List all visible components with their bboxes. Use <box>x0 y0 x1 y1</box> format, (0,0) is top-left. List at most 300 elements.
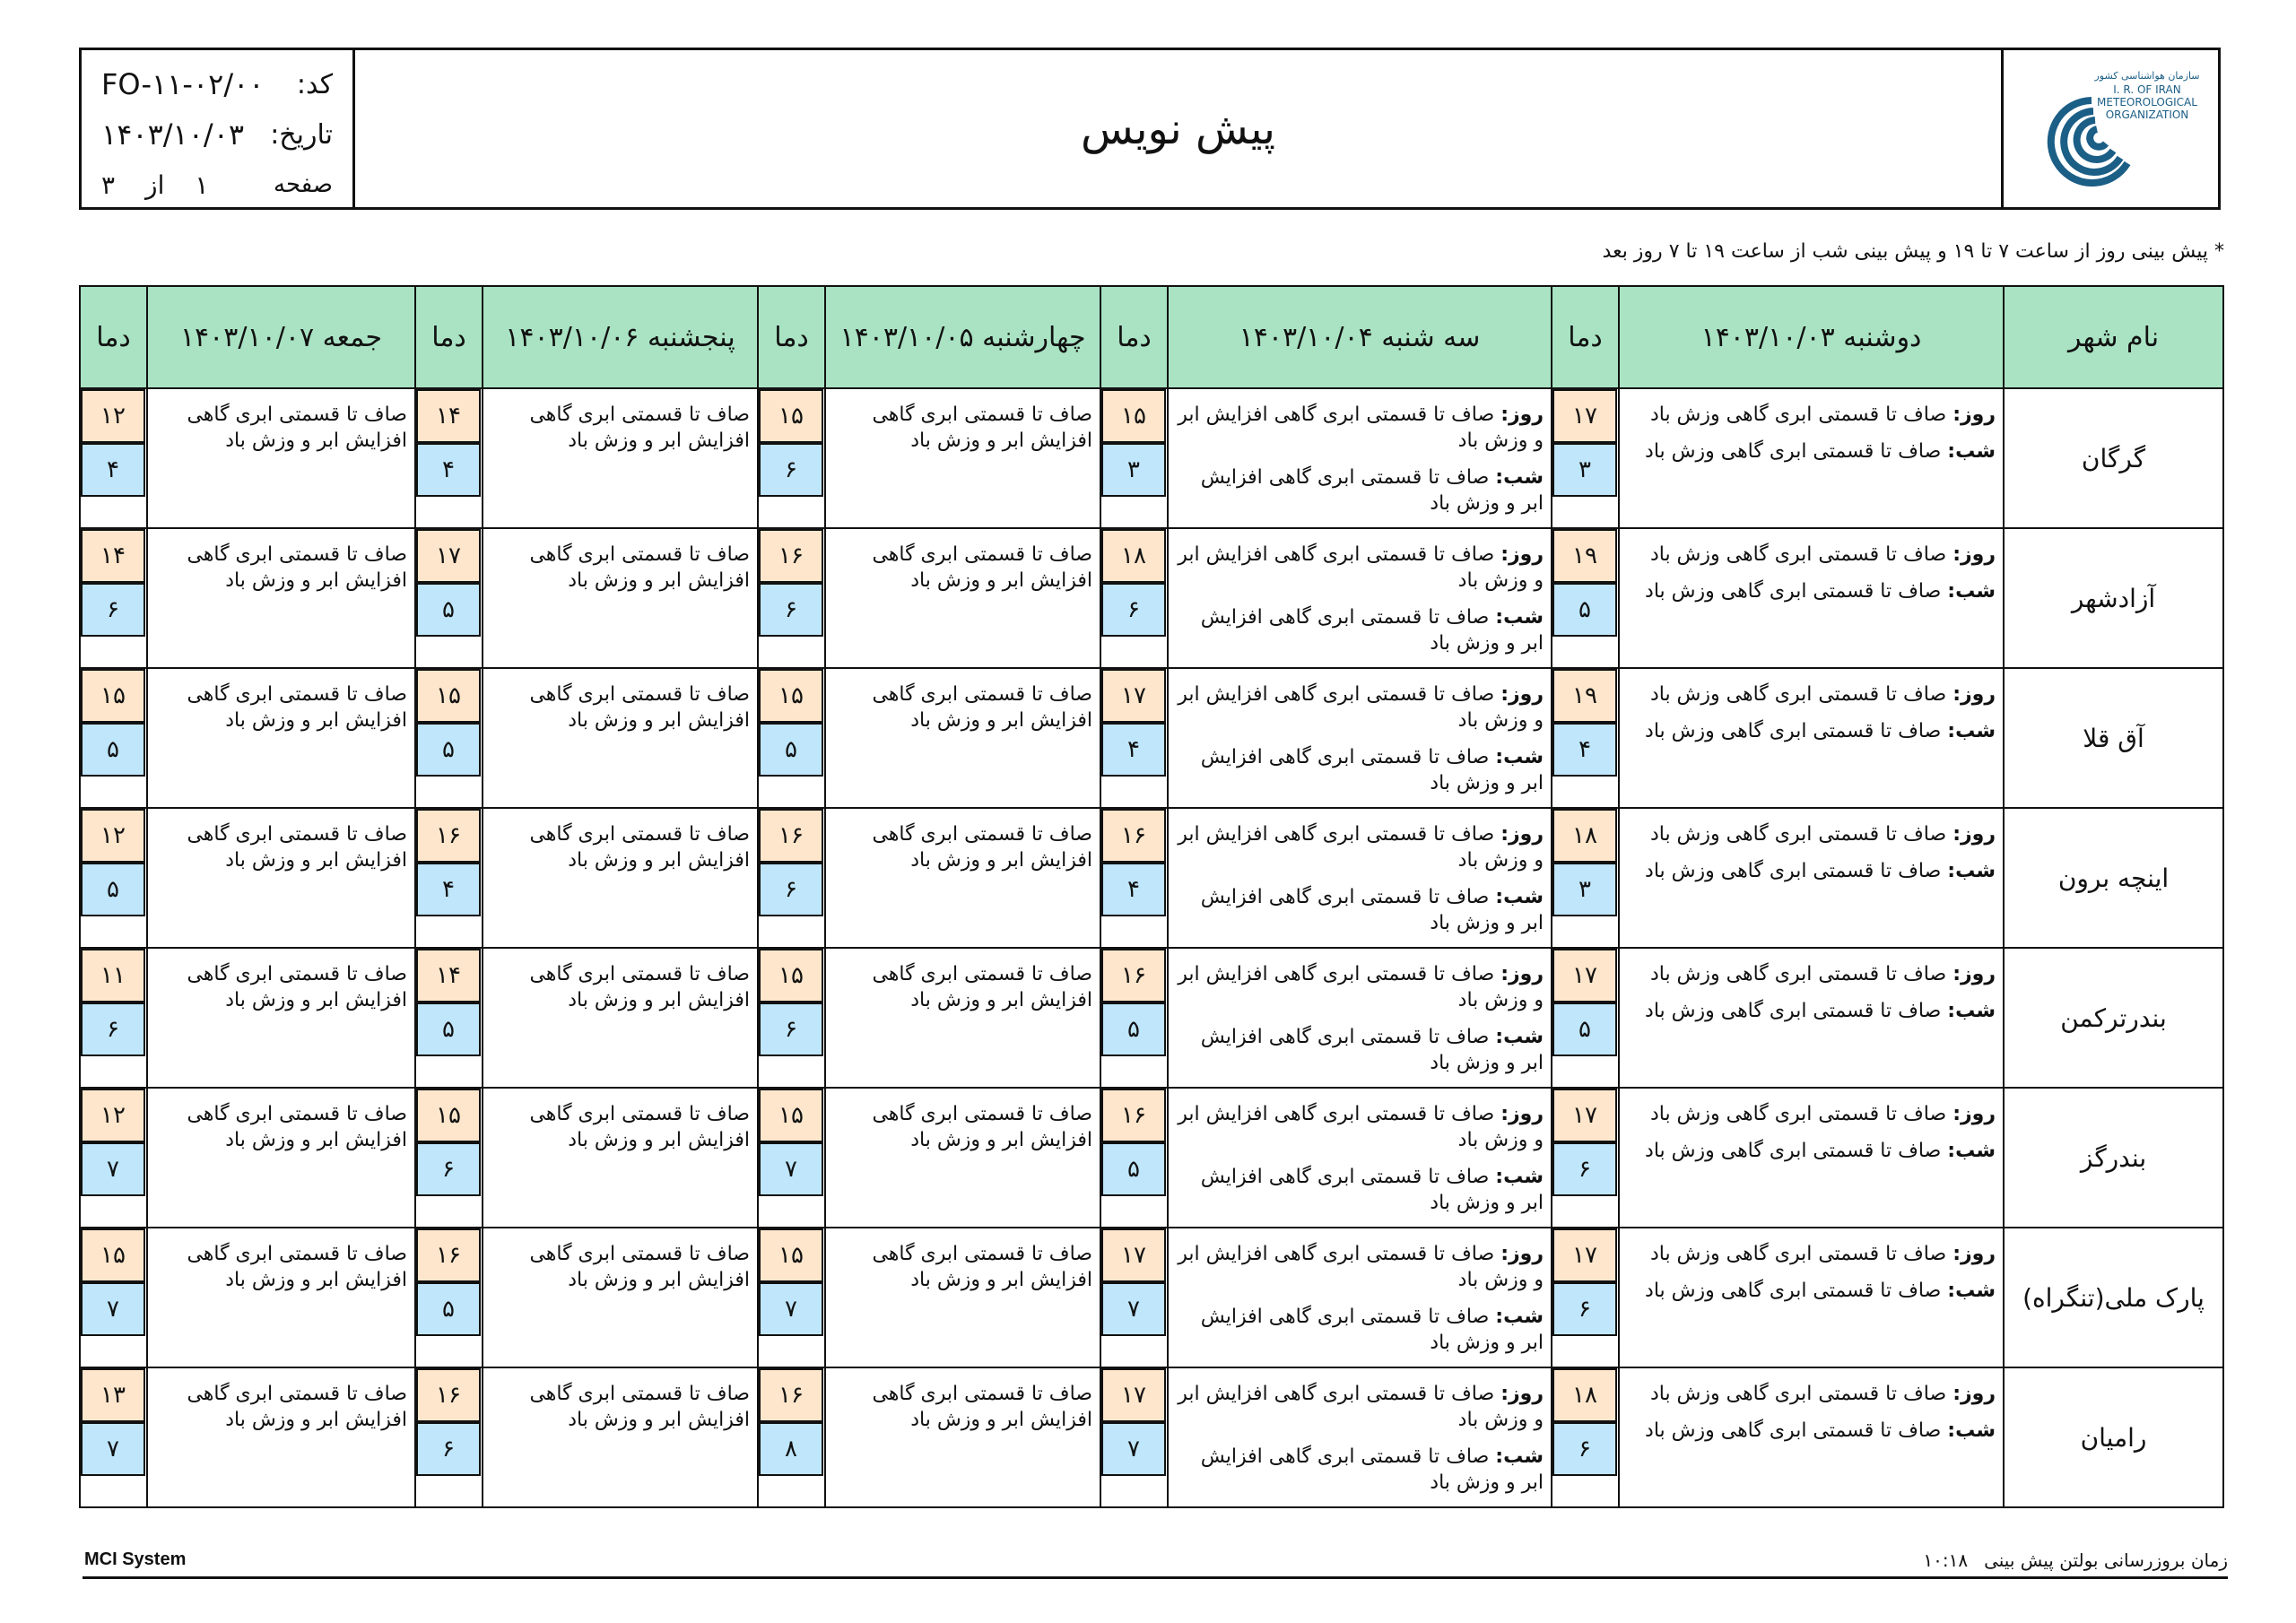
forecast-cell <box>483 948 758 1088</box>
temp-cell <box>758 668 825 808</box>
day-forecast-text: صاف تا قسمتی ابری گاهی وزش باد <box>1649 683 1953 706</box>
night-forecast <box>1176 464 1544 516</box>
document-meta <box>82 50 355 207</box>
temp-cell <box>1100 1367 1168 1507</box>
city-column-header: نام شهر <box>2004 286 2223 388</box>
table-row <box>80 948 2223 1088</box>
night-forecast <box>1627 438 1996 464</box>
meteorological-organization-logo-icon <box>2022 57 2201 201</box>
night-forecast-text: صاف تا قسمتی ابری گاهی افزایش ابر و وزش باد <box>1200 1166 1544 1214</box>
forecast-cell <box>825 1367 1100 1507</box>
forecast-cell <box>1168 1367 1552 1507</box>
min-temp: ۵ <box>416 1002 481 1056</box>
night-forecast-text: صاف تا قسمتی ابری گاهی افزایش ابر و وزش باد <box>1200 886 1544 934</box>
day-forecast <box>1176 402 1544 454</box>
day-label: روز: <box>1500 1243 1544 1265</box>
max-temp: ۱۶ <box>759 1368 823 1422</box>
day-column-header: جمعه ۱۴۰۳/۱۰/۰۷ <box>147 286 415 388</box>
night-label: شب: <box>1947 1419 1996 1442</box>
forecast-cell <box>483 388 758 528</box>
day-label: روز: <box>1952 1383 1996 1405</box>
forecast-text: صاف تا قسمتی ابری گاهی افزایش ابر و وزش باد <box>872 823 1092 872</box>
min-temp: ۵ <box>81 863 145 916</box>
temp-cell <box>758 948 825 1088</box>
night-forecast-text: صاف تا قسمتی ابری گاهی وزش باد <box>1645 1280 1948 1302</box>
night-label: شب: <box>1495 1306 1544 1328</box>
night-label: شب: <box>1495 746 1544 768</box>
forecast-cell <box>1168 668 1552 808</box>
night-forecast <box>1176 1024 1544 1076</box>
temp-cell <box>1552 668 1619 808</box>
forecast-text: صاف تا قسمتی ابری گاهی افزایش ابر و وزش باد <box>872 1103 1092 1151</box>
min-temp: ۵ <box>1101 1002 1166 1056</box>
night-forecast-text: صاف تا قسمتی ابری گاهی افزایش ابر و وزش باد <box>1200 1445 1544 1494</box>
date-value: ۱۴۰۳/۱۰/۰۳ <box>101 117 245 152</box>
forecast-text: صاف تا قسمتی ابری گاهی افزایش ابر و وزش باد <box>872 1383 1092 1431</box>
forecast-cell <box>147 808 415 948</box>
forecast-cell <box>1168 528 1552 668</box>
table-row <box>80 668 2223 808</box>
forecast-cell <box>1619 808 2004 948</box>
night-label: شب: <box>1495 1445 1544 1468</box>
temp-cell <box>758 1228 825 1367</box>
temp-cell <box>1552 528 1619 668</box>
day-forecast <box>1627 681 1996 707</box>
update-label: زمان بروزرسانی بولتن پیش بینی <box>1984 1549 2228 1571</box>
max-temp: ۱۶ <box>1101 809 1166 863</box>
day-forecast-text: صاف تا قسمتی ابری گاهی افزایش ابر و وزش باد <box>1178 1103 1544 1151</box>
forecast-cell <box>1168 388 1552 528</box>
day-label: روز: <box>1500 1383 1544 1405</box>
min-temp: ۶ <box>1552 1422 1617 1476</box>
min-temp: ۳ <box>1552 863 1617 916</box>
day-label: روز: <box>1500 543 1544 566</box>
temp-cell <box>1100 808 1168 948</box>
temp-cell <box>1100 668 1168 808</box>
max-temp: ۱۵ <box>81 669 145 723</box>
svg-text:METEOROLOGICAL: METEOROLOGICAL <box>2096 95 2197 108</box>
day-label: روز: <box>1952 543 1996 566</box>
night-forecast <box>1627 1138 1996 1164</box>
system-name: MCI System <box>84 1549 187 1569</box>
temp-cell <box>415 668 483 808</box>
temp-cell <box>415 1228 483 1367</box>
forecast-cell <box>1619 388 2004 528</box>
temp-cell <box>415 528 483 668</box>
day-label: روز: <box>1500 404 1544 426</box>
temp-cell <box>80 808 147 948</box>
night-forecast-text: صاف تا قسمتی ابری گاهی افزایش ابر و وزش باد <box>1200 746 1544 794</box>
night-label: شب: <box>1947 580 1996 603</box>
day-forecast <box>1176 1381 1544 1433</box>
city-name: رامیان <box>2004 1367 2223 1507</box>
day-forecast <box>1627 402 1996 428</box>
temp-cell <box>415 948 483 1088</box>
table-row <box>80 1228 2223 1367</box>
temp-cell <box>1100 948 1168 1088</box>
night-forecast <box>1176 1164 1544 1216</box>
max-temp: ۱۶ <box>1101 949 1166 1002</box>
city-name: گرگان <box>2004 388 2223 528</box>
max-temp: ۱۶ <box>416 1368 481 1422</box>
max-temp: ۱۷ <box>416 529 481 583</box>
day-forecast <box>1627 1101 1996 1127</box>
min-temp: ۶ <box>759 583 823 637</box>
forecast-cell <box>825 948 1100 1088</box>
forecast-text: صاف تا قسمتی ابری گاهی افزایش ابر و وزش باد <box>872 1243 1092 1291</box>
forecast-text: صاف تا قسمتی ابری گاهی افزایش ابر و وزش باد <box>529 963 750 1011</box>
temp-cell <box>80 1228 147 1367</box>
temp-cell <box>415 1088 483 1228</box>
forecast-cell <box>483 808 758 948</box>
forecast-text: صاف تا قسمتی ابری گاهی افزایش ابر و وزش باد <box>529 1383 750 1431</box>
city-name: پارک ملی(تنگراه) <box>2004 1228 2223 1367</box>
night-label: شب: <box>1947 720 1996 742</box>
max-temp: ۱۷ <box>1552 389 1617 443</box>
max-temp: ۱۶ <box>416 809 481 863</box>
temp-column-header: دما <box>1100 286 1168 388</box>
svg-text:سازمان هواشناسی کشور: سازمان هواشناسی کشور <box>2093 69 2200 82</box>
day-forecast-text: صاف تا قسمتی ابری گاهی وزش باد <box>1649 404 1953 426</box>
day-forecast-text: صاف تا قسمتی ابری گاهی افزایش ابر و وزش باد <box>1178 404 1544 452</box>
max-temp: ۱۹ <box>1552 529 1617 583</box>
min-temp: ۷ <box>1101 1282 1166 1336</box>
min-temp: ۳ <box>1552 443 1617 497</box>
max-temp: ۱۵ <box>759 949 823 1002</box>
page-label: صفحه <box>274 171 333 198</box>
table-row <box>80 1088 2223 1228</box>
code-row <box>101 59 333 109</box>
temp-cell <box>1100 1228 1168 1367</box>
night-forecast <box>1176 1444 1544 1496</box>
min-temp: ۶ <box>81 1002 145 1056</box>
page-row <box>101 160 333 210</box>
max-temp: ۱۱ <box>81 949 145 1002</box>
min-temp: ۶ <box>1552 1142 1617 1196</box>
min-temp: ۶ <box>1552 1282 1617 1336</box>
forecast-text: صاف تا قسمتی ابری گاهی افزایش ابر و وزش باد <box>872 404 1092 452</box>
temp-cell <box>1552 1367 1619 1507</box>
forecast-cell <box>147 1367 415 1507</box>
forecast-cell <box>1619 1228 2004 1367</box>
day-forecast <box>1627 961 1996 987</box>
temp-cell <box>80 668 147 808</box>
max-temp: ۱۸ <box>1552 809 1617 863</box>
max-temp: ۱۹ <box>1552 669 1617 723</box>
page-of-label: از <box>145 169 165 200</box>
day-forecast-text: صاف تا قسمتی ابری گاهی افزایش ابر و وزش باد <box>1178 963 1544 1011</box>
min-temp: ۵ <box>416 723 481 777</box>
forecast-cell <box>147 1228 415 1367</box>
day-forecast <box>1176 961 1544 1013</box>
night-forecast-text: صاف تا قسمتی ابری گاهی افزایش ابر و وزش باد <box>1200 606 1544 655</box>
max-temp: ۱۵ <box>759 669 823 723</box>
forecast-text: صاف تا قسمتی ابری گاهی افزایش ابر و وزش باد <box>187 1383 407 1431</box>
max-temp: ۱۲ <box>81 809 145 863</box>
day-forecast-text: صاف تا قسمتی ابری گاهی وزش باد <box>1649 1103 1953 1125</box>
night-forecast <box>1176 1304 1544 1356</box>
code-label: کد: <box>296 68 333 100</box>
min-temp: ۴ <box>1101 863 1166 916</box>
temp-cell <box>1100 1088 1168 1228</box>
min-temp: ۷ <box>1101 1422 1166 1476</box>
night-forecast-text: صاف تا قسمتی ابری گاهی وزش باد <box>1645 580 1948 603</box>
temp-cell <box>758 388 825 528</box>
forecast-period-note: * پیش بینی روز از ساعت ۷ تا ۱۹ و پیش بینی شب از ساعت ۱۹ تا ۷ روز بعد <box>1602 240 2224 263</box>
night-label: شب: <box>1947 1000 1996 1022</box>
temp-column-header: دما <box>758 286 825 388</box>
night-label: شب: <box>1947 860 1996 882</box>
max-temp: ۱۵ <box>416 669 481 723</box>
max-temp: ۱۶ <box>416 1228 481 1282</box>
night-label: شب: <box>1947 1280 1996 1302</box>
table-header-row <box>80 286 2223 388</box>
temp-cell <box>758 1088 825 1228</box>
temp-cell <box>1552 948 1619 1088</box>
forecast-cell <box>825 1088 1100 1228</box>
code-value: FO-۱۱-۰۲/۰۰ <box>101 67 265 101</box>
page-title: پیش نویس <box>1081 103 1276 154</box>
day-forecast-text: صاف تا قسمتی ابری گاهی وزش باد <box>1649 1383 1953 1405</box>
min-temp: ۴ <box>1101 723 1166 777</box>
forecast-cell <box>1168 948 1552 1088</box>
min-temp: ۷ <box>81 1282 145 1336</box>
forecast-cell <box>1619 1367 2004 1507</box>
forecast-cell <box>1619 948 2004 1088</box>
date-row <box>101 109 333 160</box>
update-info <box>1923 1549 2228 1571</box>
table-row <box>80 1367 2223 1507</box>
max-temp: ۱۳ <box>81 1368 145 1422</box>
max-temp: ۱۸ <box>1101 529 1166 583</box>
min-temp: ۴ <box>416 863 481 916</box>
forecast-cell <box>147 668 415 808</box>
day-forecast <box>1176 821 1544 873</box>
temp-column-header: دما <box>1552 286 1619 388</box>
forecast-cell <box>147 1088 415 1228</box>
max-temp: ۱۶ <box>759 809 823 863</box>
table-row <box>80 808 2223 948</box>
forecast-cell <box>825 1228 1100 1367</box>
min-temp: ۶ <box>81 583 145 637</box>
day-forecast-text: صاف تا قسمتی ابری گاهی وزش باد <box>1649 963 1953 985</box>
page-indicator <box>101 170 208 200</box>
forecast-text: صاف تا قسمتی ابری گاهی افزایش ابر و وزش باد <box>872 963 1092 1011</box>
night-label: شب: <box>1495 606 1544 629</box>
forecast-cell <box>1168 1088 1552 1228</box>
max-temp: ۱۸ <box>1552 1368 1617 1422</box>
night-forecast <box>1627 998 1996 1024</box>
forecast-cell <box>825 808 1100 948</box>
min-temp: ۶ <box>759 863 823 916</box>
max-temp: ۱۴ <box>81 529 145 583</box>
day-forecast <box>1627 542 1996 568</box>
forecast-text: صاف تا قسمتی ابری گاهی افزایش ابر و وزش باد <box>529 683 750 732</box>
forecast-cell <box>1168 808 1552 948</box>
night-forecast-text: صاف تا قسمتی ابری گاهی وزش باد <box>1645 860 1948 882</box>
day-label: روز: <box>1952 1243 1996 1265</box>
forecast-cell <box>483 1367 758 1507</box>
city-name: بندرترکمن <box>2004 948 2223 1088</box>
night-label: شب: <box>1947 440 1996 463</box>
forecast-cell <box>483 1088 758 1228</box>
day-column-header: چهارشنبه ۱۴۰۳/۱۰/۰۵ <box>825 286 1100 388</box>
day-label: روز: <box>1952 963 1996 985</box>
night-forecast-text: صاف تا قسمتی ابری گاهی افزایش ابر و وزش باد <box>1200 466 1544 515</box>
max-temp: ۱۷ <box>1552 949 1617 1002</box>
temp-cell <box>80 1367 147 1507</box>
forecast-cell <box>825 528 1100 668</box>
min-temp: ۶ <box>416 1422 481 1476</box>
day-forecast <box>1627 1241 1996 1267</box>
night-label: شب: <box>1495 1166 1544 1188</box>
logo <box>2001 50 2218 207</box>
min-temp: ۶ <box>416 1142 481 1196</box>
forecast-cell <box>483 1228 758 1367</box>
night-forecast <box>1627 1418 1996 1444</box>
max-temp: ۱۵ <box>759 389 823 443</box>
forecast-text: صاف تا قسمتی ابری گاهی افزایش ابر و وزش باد <box>872 543 1092 592</box>
max-temp: ۱۷ <box>1552 1089 1617 1142</box>
forecast-text: صاف تا قسمتی ابری گاهی افزایش ابر و وزش باد <box>529 404 750 452</box>
day-label: روز: <box>1952 1103 1996 1125</box>
page-total: ۳ <box>101 169 116 200</box>
night-forecast-text: صاف تا قسمتی ابری گاهی وزش باد <box>1645 1140 1948 1162</box>
night-label: شب: <box>1947 1140 1996 1162</box>
city-name: آزادشهر <box>2004 528 2223 668</box>
max-temp: ۱۲ <box>81 389 145 443</box>
min-temp: ۴ <box>1552 723 1617 777</box>
day-forecast <box>1176 681 1544 733</box>
temp-column-header: دما <box>80 286 147 388</box>
night-forecast <box>1176 884 1544 936</box>
night-label: شب: <box>1495 466 1544 489</box>
day-forecast <box>1176 1241 1544 1293</box>
temp-cell <box>415 808 483 948</box>
day-column-header: دوشنبه ۱۴۰۳/۱۰/۰۳ <box>1619 286 2004 388</box>
min-temp: ۷ <box>81 1142 145 1196</box>
city-name: اینچه برون <box>2004 808 2223 948</box>
temp-cell <box>80 1088 147 1228</box>
max-temp: ۱۵ <box>759 1228 823 1282</box>
day-label: روز: <box>1952 404 1996 426</box>
city-name: بندرگز <box>2004 1088 2223 1228</box>
date-label: تاریخ: <box>270 118 333 151</box>
max-temp: ۱۲ <box>81 1089 145 1142</box>
day-forecast-text: صاف تا قسمتی ابری گاهی افزایش ابر و وزش باد <box>1178 543 1544 592</box>
temp-cell <box>415 388 483 528</box>
forecast-text: صاف تا قسمتی ابری گاهی افزایش ابر و وزش باد <box>187 683 407 732</box>
day-label: روز: <box>1500 683 1544 706</box>
forecast-text: صاف تا قسمتی ابری گاهی افزایش ابر و وزش باد <box>187 404 407 452</box>
day-forecast <box>1176 542 1544 594</box>
day-forecast-text: صاف تا قسمتی ابری گاهی افزایش ابر و وزش باد <box>1178 683 1544 732</box>
forecast-cell <box>147 528 415 668</box>
max-temp: ۱۵ <box>759 1089 823 1142</box>
document-header <box>79 48 2221 210</box>
city-name: آق قلا <box>2004 668 2223 808</box>
min-temp: ۶ <box>759 1002 823 1056</box>
forecast-cell <box>483 668 758 808</box>
day-forecast-text: صاف تا قسمتی ابری گاهی وزش باد <box>1649 543 1953 566</box>
forecast-cell <box>825 668 1100 808</box>
forecast-text: صاف تا قسمتی ابری گاهی افزایش ابر و وزش باد <box>187 543 407 592</box>
night-forecast-text: صاف تا قسمتی ابری گاهی افزایش ابر و وزش باد <box>1200 1026 1544 1074</box>
night-forecast-text: صاف تا قسمتی ابری گاهی وزش باد <box>1645 440 1948 463</box>
forecast-text: صاف تا قسمتی ابری گاهی افزایش ابر و وزش باد <box>187 963 407 1011</box>
temp-cell <box>1100 528 1168 668</box>
max-temp: ۱۵ <box>1101 389 1166 443</box>
forecast-cell <box>1619 668 2004 808</box>
max-temp: ۱۶ <box>1101 1089 1166 1142</box>
night-forecast <box>1627 858 1996 884</box>
day-forecast <box>1627 1381 1996 1407</box>
temp-cell <box>80 388 147 528</box>
forecast-text: صاف تا قسمتی ابری گاهی افزایش ابر و وزش باد <box>529 543 750 592</box>
night-forecast-text: صاف تا قسمتی ابری گاهی وزش باد <box>1645 720 1948 742</box>
min-temp: ۷ <box>759 1282 823 1336</box>
min-temp: ۸ <box>759 1422 823 1476</box>
night-label: شب: <box>1495 1026 1544 1048</box>
day-forecast-text: صاف تا قسمتی ابری گاهی وزش باد <box>1649 823 1953 846</box>
svg-text:I. R. OF IRAN: I. R. OF IRAN <box>2112 82 2181 96</box>
min-temp: ۴ <box>81 443 145 497</box>
temp-cell <box>1552 1228 1619 1367</box>
temp-cell <box>758 808 825 948</box>
forecast-cell <box>825 388 1100 528</box>
temp-cell <box>415 1367 483 1507</box>
max-temp: ۱۷ <box>1101 669 1166 723</box>
night-label: شب: <box>1495 886 1544 908</box>
temp-cell <box>1100 388 1168 528</box>
day-column-header: پنجشنبه ۱۴۰۳/۱۰/۰۶ <box>483 286 758 388</box>
table-row <box>80 388 2223 528</box>
min-temp: ۷ <box>81 1422 145 1476</box>
forecast-cell <box>1619 1088 2004 1228</box>
day-label: روز: <box>1952 683 1996 706</box>
temp-cell <box>80 948 147 1088</box>
day-forecast-text: صاف تا قسمتی ابری گاهی وزش باد <box>1649 1243 1953 1265</box>
max-temp: ۱۷ <box>1101 1368 1166 1422</box>
forecast-text: صاف تا قسمتی ابری گاهی افزایش ابر و وزش باد <box>529 823 750 872</box>
max-temp: ۱۴ <box>416 949 481 1002</box>
forecast-text: صاف تا قسمتی ابری گاهی افزایش ابر و وزش باد <box>187 1103 407 1151</box>
day-label: روز: <box>1952 823 1996 846</box>
min-temp: ۵ <box>416 1282 481 1336</box>
max-temp: ۱۷ <box>1552 1228 1617 1282</box>
min-temp: ۳ <box>1101 443 1166 497</box>
day-column-header: سه شنبه ۱۴۰۳/۱۰/۰۴ <box>1168 286 1552 388</box>
min-temp: ۵ <box>416 583 481 637</box>
forecast-text: صاف تا قسمتی ابری گاهی افزایش ابر و وزش باد <box>187 1243 407 1291</box>
min-temp: ۵ <box>1101 1142 1166 1196</box>
forecast-cell <box>1619 528 2004 668</box>
temp-cell <box>1552 1088 1619 1228</box>
night-forecast <box>1176 744 1544 796</box>
min-temp: ۶ <box>759 443 823 497</box>
forecast-table <box>79 285 2224 1508</box>
day-label: روز: <box>1500 1103 1544 1125</box>
night-forecast-text: صاف تا قسمتی ابری گاهی وزش باد <box>1645 1000 1948 1022</box>
day-label: روز: <box>1500 823 1544 846</box>
max-temp: ۱۷ <box>1101 1228 1166 1282</box>
forecast-cell <box>147 948 415 1088</box>
table-row <box>80 528 2223 668</box>
update-time: ۱۰:۱۸ <box>1923 1549 1969 1571</box>
forecast-text: صاف تا قسمتی ابری گاهی افزایش ابر و وزش باد <box>872 683 1092 732</box>
max-temp: ۱۵ <box>81 1228 145 1282</box>
day-forecast <box>1627 821 1996 847</box>
